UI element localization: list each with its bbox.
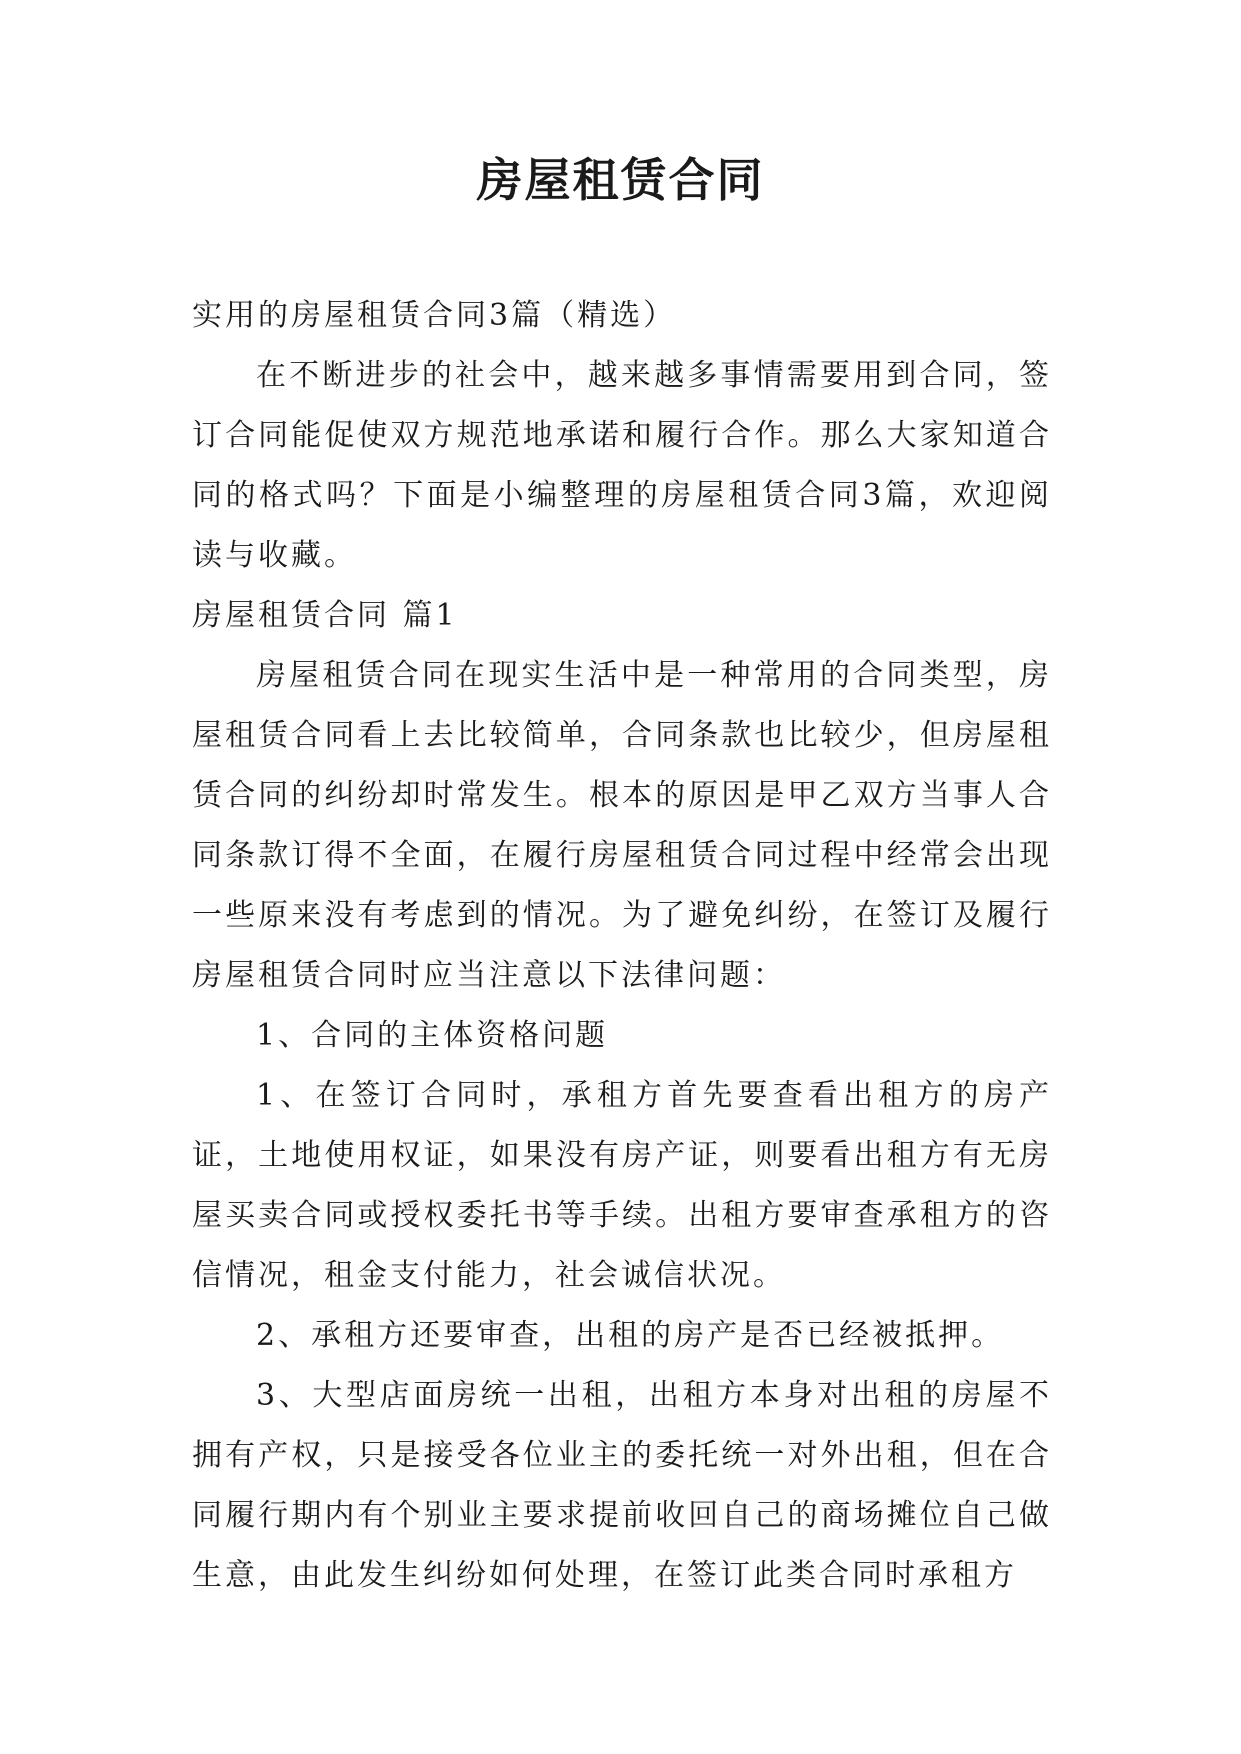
section-heading: 房屋租赁合同 篇1 <box>192 598 458 633</box>
subtitle-line: 实用的房屋租赁合同3篇（精选） <box>192 298 677 333</box>
list-item: 3、大型店面房统一出租，出租方本身对出租的房屋不拥有产权，只是接受各位业主的委托统一对外出租，但在合同履行期内有个别业主要求提前收回自己的商场摊位自己做生意，由此发生纠纷如何处理，在签订此类合同时承租方 <box>192 1378 1052 1593</box>
list-item: 2、承租方还要审查，出租的房产是否已经被抵押。 <box>256 1318 1005 1353</box>
intro-paragraph: 在不断进步的社会中，越来越多事情需要用到合同，签订合同能促使双方规范地承诺和履行合作。那么大家知道合同的格式吗？下面是小编整理的房屋租赁合同3篇，欢迎阅读与收藏。 <box>192 358 1052 573</box>
list-item: 1、在签订合同时，承租方首先要查看出租方的房产证，土地使用权证，如果没有房产证，则要看出租方有无房屋买卖合同或授权委托书等手续。出租方要审查承租方的咨信情况，租金支付能力，社会诚信状况。 <box>192 1078 1052 1293</box>
document-title: 房屋租赁合同 <box>476 153 765 207</box>
document-body <box>192 286 1052 1606</box>
body-paragraph: 房屋租赁合同在现实生活中是一种常用的合同类型，房屋租赁合同看上去比较简单，合同条款也比较少，但房屋租赁合同的纠纷却时常发生。根本的原因是甲乙双方当事人合同条款订得不全面，在履行房屋租赁合同过程中经常会出现一些原来没有考虑到的情况。为了避免纠纷，在签订及履行房屋租赁合同时应当注意以下法律问题： <box>192 658 1052 993</box>
list-heading: 1、合同的主体资格问题 <box>256 1018 609 1053</box>
